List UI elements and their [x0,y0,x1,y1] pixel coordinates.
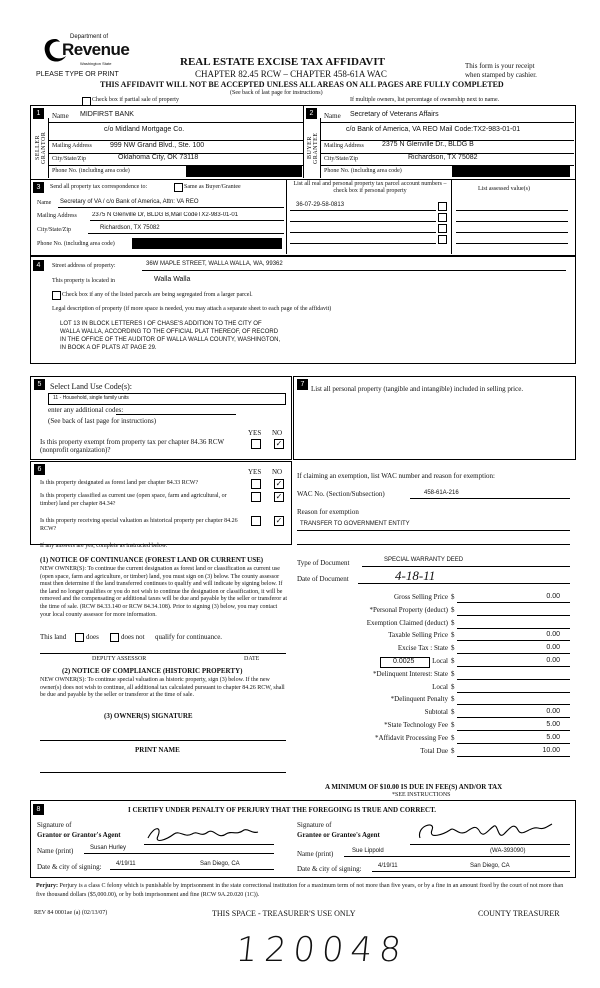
legal-line-3[interactable]: IN THE OFFICE OF THE AUDITOR OF WALLA WALLA COUNTY, WASHINGTON, [60,337,281,343]
s6-yes-header: YES [248,468,262,476]
current-use-yes-checkbox[interactable] [251,492,261,502]
print-name-line[interactable] [40,772,286,773]
calc-row [297,606,570,618]
dollar-sign: $ [451,708,455,716]
historic-question: Is this property receiving special valuation as historical property per chapter 84.26 RCW? [40,518,238,532]
calc-value[interactable]: 0.00 [546,631,560,638]
grantee-name[interactable]: Sue Lippold [352,848,384,854]
if-yes-note: If any answers are yes, complete as instructed below. [40,543,168,549]
dollar-sign: $ [451,695,455,703]
reason-value[interactable]: TRANSFER TO GOVERNMENT ENTITY [300,521,410,527]
calc-label: Gross Selling Price [393,593,448,601]
treasurer-use-label: THIS SPACE - TREASURER'S USE ONLY [212,909,356,918]
calc-row [297,683,570,695]
grantor-name[interactable]: Susan Hurley [90,845,127,851]
grantee-agent-label: Grantee or Grantee's Agent [297,831,380,839]
calc-row [297,631,570,643]
continuance-title: (1) NOTICE OF CONTINUANCE (FOREST LAND OR CURRENT USE) [40,556,264,564]
calc-label: *Delinquent Penalty [390,695,448,703]
exempt-question: Is this property exempt from property tax per chapter 84.36 RCW (nonprofit organization)? [40,438,224,454]
s6-no-header: NO [272,468,283,476]
buyer-name[interactable]: Secretary of Veterans Affairs [350,111,439,118]
deputy-assessor-label: DEPUTY ASSESSOR [92,656,147,662]
seller-city-label: City/State/Zip [52,156,86,162]
buyer-city-label: City/State/Zip [324,156,358,162]
dept-line: Department of [70,34,109,40]
grantee-sig-label-1: Signature of [297,821,332,829]
calc-line[interactable] [457,615,570,616]
continuance-body: NEW OWNER(S): To continue the current designation as forest land or classification as current use (open space, farm and agriculture, or timber) land, you must sign on (3) below. The county assessor must then determine if the land transferred continues to qualify and will indicate by signing below. If the land no longer qualifies or you do not wish to continue the designation or classification, it will be removed and the compensating or additional taxes will be due and payable by the seller or transferor at the time of sale. (RCW 84.33.140 or RCW 84.34.108). Prior to signing (3) below, you may contact your local county assessor for more information. [40,566,288,618]
section-1-marker: 1 [33,108,44,119]
calc-label: *Delinquent Interest: State [372,670,448,678]
forest-no-checkbox[interactable]: ✓ [275,479,283,488]
receipt-note-2: when stamped by cashier. [465,71,537,79]
calc-label: Total Due [420,747,448,755]
dollar-sign: $ [451,606,455,614]
personal-property-checkbox-4[interactable] [438,235,447,244]
assessed-header: List assessed value(s) [478,186,530,192]
calc-label: *Affidavit Processing Fee [375,734,448,742]
calc-label: *State Technology Fee [384,721,448,729]
grantee-name-label: Name (print) [297,850,334,858]
land-use-see-back: (See back of last page for instructions) [48,417,157,425]
form-title: REAL ESTATE EXCISE TAX AFFIDAVIT [180,56,385,68]
grantor-signature[interactable] [144,820,264,846]
certify-statement: I CERTIFY UNDER PENALTY OF PERJURY THAT THE FOREGOING IS TRUE AND CORRECT. [128,806,437,814]
calc-line[interactable] [457,743,570,744]
send-corr-label: Send all property tax correspondence to: [50,184,148,190]
calc-row [297,619,570,631]
calc-row [297,747,570,759]
dollar-sign: $ [451,670,455,678]
same-as-buyer-checkbox[interactable] [174,183,183,192]
calc-value[interactable]: 0.00 [546,593,560,600]
section-6-marker: 6 [34,464,45,475]
corr-name-label: Name [37,200,52,206]
section-7-marker: 7 [297,379,308,390]
seller-address[interactable]: 999 NW Grand Blvd., Ste. 100 [110,142,205,149]
form-chapter: CHAPTER 82.45 RCW – CHAPTER 458-61A WAC [195,69,387,79]
section-2-marker: 2 [306,108,317,119]
partial-sale-label: Check box if partial sale of property [92,97,179,103]
personal-property-label: List all personal property (tangible and intangible) included in selling price. [311,385,524,393]
multiple-owners-note: If multiple owners, list percentage of ownership next to name. [350,97,500,103]
owner-signature-label: (3) OWNER(S) SIGNATURE [104,712,193,720]
current-use-no-checkbox[interactable]: ✓ [275,492,283,501]
exemption-label: If claiming an exemption, list WAC number and reason for exemption: [297,472,495,480]
grantor-sig-label-1: Signature of [37,821,72,829]
grantor-date-label: Date & city of signing: [37,863,102,871]
minimum-due-note: A MINIMUM OF $10.00 IS DUE IN FEE(S) AND/OR TAX [325,783,503,791]
historic-notice-body: NEW OWNER(S): To continue special valuation as historic property, sign (3) below. If the new owner(s) does not wish to continue, all additional tax calculated pursuant to chapter 84.26 RCW, shall be due and payable by the seller or transferor at the time of sale. [40,677,285,699]
calc-line[interactable] [457,692,570,693]
land-use-code: 11 - Household, single family units [53,395,129,401]
calc-row [297,644,570,656]
seller-side-label: SELLER GRANTOR [35,131,47,165]
same-as-buyer-label: Same as Buyer/Grantee [184,184,241,190]
calc-label: Exemption Claimed (deduct) [366,619,448,627]
calc-line[interactable] [457,756,570,757]
calc-value[interactable]: 0.00 [546,657,560,664]
grantee-signature[interactable] [414,816,554,846]
exempt-yes-checkbox[interactable] [251,439,261,449]
grantee-id[interactable]: (WA-393090) [490,848,526,854]
doc-date-label: Date of Document [297,575,349,583]
does-not-label: does not [121,633,145,641]
calc-line[interactable] [457,653,570,654]
calc-row [297,695,570,707]
land-does-checkbox[interactable] [75,633,84,642]
section-3-marker: 3 [33,182,44,193]
historic-yes-checkbox[interactable] [251,516,261,526]
dollar-sign: $ [451,657,455,665]
calc-row [297,657,570,669]
calc-value[interactable]: 5.00 [546,721,560,728]
calc-line[interactable] [457,628,570,629]
seller-phone-redaction [186,166,302,177]
doc-type-label: Type of Document [297,559,350,567]
local-rate-box[interactable] [380,657,430,668]
segregated-checkbox[interactable] [52,291,61,300]
forest-yes-checkbox[interactable] [251,479,261,489]
dollar-sign: $ [451,644,455,652]
buyer-phone-label: Phone No. (including area code) [324,168,402,174]
calc-label: Local [432,683,448,691]
land-use-select[interactable] [48,393,286,405]
section-4-marker: 4 [33,260,44,271]
calc-line[interactable] [457,704,570,705]
see-instructions: *SEE INSTRUCTIONS [392,792,451,798]
dollar-sign: $ [451,734,455,742]
legal-line-2[interactable]: WALLA WALLA, ACCORDING TO THE OFFICIAL PLAT THEREOF, OF RECORD [60,329,279,335]
stamp-number: 120048 [233,930,410,970]
dollar-sign: $ [451,631,455,639]
grantor-name-label: Name (print) [37,847,74,855]
section-8-marker: 8 [33,804,44,815]
corr-city[interactable]: Richardson, TX 75082 [100,225,160,231]
parcel-number[interactable]: 36-07-29-58-0813 [296,202,345,208]
see-back-note: (See back of last page for instructions) [230,90,323,96]
calc-value[interactable]: 10.00 [542,747,560,754]
perjury-statement [36,882,572,900]
owner-signature-line[interactable] [40,740,286,741]
calc-row [297,593,570,605]
corr-address-label: Mailing Address [37,213,77,219]
dept-logo-text: Revenue [62,40,130,59]
grantor-agent-label: Grantor or Grantor's Agent [37,831,121,839]
local-rate-value: 0.0025 [393,658,415,665]
buyer-address[interactable]: 2375 N Glenville Dr., BLDG B [382,141,474,148]
calc-row [297,708,570,720]
personal-property-checkbox-3[interactable] [438,224,447,233]
calc-value[interactable]: 0.00 [546,644,560,651]
personal-property-checkbox-2[interactable] [438,213,447,222]
corr-city-label: City/State/Zip [37,227,71,233]
grantee-date-label: Date & city of signing: [297,865,362,873]
calc-label: Taxable Selling Price [388,631,448,639]
seller-city[interactable]: Oklahoma City, OK 73118 [118,154,199,161]
street-label: Street address of property: [52,263,116,269]
land-does-not-checkbox[interactable] [110,633,119,642]
street-address[interactable]: 36W MAPLE STREET, WALLA WALLA, WA, 99362 [146,261,283,267]
historic-no-checkbox[interactable]: ✓ [275,516,283,525]
not-accepted-notice: THIS AFFIDAVIT WILL NOT BE ACCEPTED UNLESS ALL AREAS ON ALL PAGES ARE FULLY COMPLETED [100,80,504,89]
seller-name[interactable]: MIDFIRST BANK [80,111,134,118]
buyer-side-label: BUYER GRANTEE [307,132,319,164]
forest-question: Is this property designated as forest land per chapter 84.33 RCW? [40,480,199,486]
calc-label: Subtotal [424,708,448,716]
calc-line[interactable] [457,666,570,667]
doc-date-value[interactable]: 4-18-11 [395,568,436,583]
additional-codes-label: enter any additional codes: [48,406,124,414]
perjury-label: Perjury: [36,883,58,889]
grantor-date[interactable]: 4/19/11 [116,861,136,867]
legal-line-1[interactable]: LOT 13 IN BLOCK LETTERES I OF CHASE'S ADDITION TO THE CITY OF [60,321,262,327]
this-land-label: This land [40,633,67,641]
calc-row [297,734,570,746]
accounts-header: List all real and personal property tax parcel account numbers – check box if personal property [293,181,447,194]
calc-value[interactable]: 5.00 [546,734,560,741]
buyer-phone-redaction [452,166,570,177]
located-value[interactable]: Walla Walla [154,276,191,283]
calc-line[interactable] [457,640,570,641]
calc-label: Excise Tax : State [397,644,448,652]
seller-name-label: Name [52,112,69,120]
grantor-city[interactable]: San Diego, CA [200,861,240,867]
calc-row [297,670,570,682]
reason-label: Reason for exemption [297,508,359,516]
perjury-text: Perjury is a class C felony which is punishable by imprisonment in the state correctional institution for a maximum term of not more than five years, or by a fine in an amount fixed by the court of not more than five thousand dollars ($5,000.00), or by both imprisonment and fine (RCW 9A.20.020 (1C)). [36,883,564,898]
buyer-name-label: Name [324,112,341,120]
seller-address-label: Mailing Address [52,143,92,149]
located-label: This property is located in [52,278,115,284]
dept-state: Washington State [80,61,112,66]
corr-phone-label: Phone No. (including area code) [37,241,115,247]
legal-line-4[interactable]: IN BOOK A OF PLATS AT PAGE 29. [60,345,157,351]
qualify-label: qualify for continuance. [155,633,223,641]
calc-label: *Personal Property (deduct) [369,606,448,614]
current-use-question: Is this property classified as current use (open space, farm and agricultural, or timber) land per chapter 84.34? [40,493,227,507]
wac-value[interactable]: 458-61A-216 [424,490,459,496]
grantee-date[interactable]: 4/19/11 [378,863,398,869]
please-type: PLEASE TYPE OR PRINT [36,71,119,78]
dollar-sign: $ [451,747,455,755]
dollar-sign: $ [451,721,455,729]
corr-phone-redaction [132,238,282,249]
segregated-label: Check box if any of the listed parcels are being segregated from a larger parcel. [62,292,253,298]
wac-label: WAC No. (Section/Subsection) [297,490,385,498]
deputy-date-label: DATE [244,656,260,662]
revision-code: REV 84 0001ae (a) (02/13/07) [34,910,108,916]
seller-name-2[interactable]: c/o Midland Mortgage Co. [104,126,185,133]
historic-notice-title: (2) NOTICE OF COMPLIANCE (HISTORIC PROPERTY) [62,667,243,675]
land-use-no-header: NO [272,429,283,437]
calc-line[interactable] [457,730,570,731]
section-5-marker: 5 [34,379,45,390]
exempt-no-checkbox[interactable]: ✓ [275,439,283,448]
buyer-name-2[interactable]: c/o Bank of America, VA REO Mail Code:TX2-983-01-01 [346,126,521,133]
buyer-address-label: Mailing Address [324,143,364,149]
legal-label: Legal description of property (if more space is needed, you may attach a separate sheet to each page of the affidavit) [52,306,332,312]
land-use-yes-header: YES [248,429,262,437]
dollar-sign: $ [451,683,455,691]
does-label: does [86,633,99,641]
dollar-sign: $ [451,593,455,601]
calc-line[interactable] [457,602,570,603]
receipt-note-1: This form is your receipt [465,62,535,70]
corr-address[interactable]: 2375 N Glenville Dr, BLDG B,Mail CodeTX2-983-01-01 [92,212,239,218]
seller-phone-label: Phone No. (including area code) [52,168,130,174]
calc-label: Local [432,657,448,665]
calc-line[interactable] [457,679,570,680]
corr-name[interactable]: Secretary of VA / c/o Bank of America, Attn: VA REO [60,199,199,205]
calc-value[interactable]: 0.00 [546,708,560,715]
county-treasurer-label: COUNTY TREASURER [478,909,560,918]
dollar-sign: $ [451,619,455,627]
grantee-city[interactable]: San Diego, CA [470,863,510,869]
print-name-label: PRINT NAME [135,746,180,754]
personal-property-checkbox-1[interactable] [438,202,447,211]
buyer-city[interactable]: Richardson, TX 75082 [408,154,478,161]
land-use-label: Select Land Use Code(s): [50,382,132,391]
doc-type-value[interactable]: SPECIAL WARRANTY DEED [384,557,464,563]
calc-line[interactable] [457,717,570,718]
dor-logo [40,34,130,72]
calc-row [297,721,570,733]
